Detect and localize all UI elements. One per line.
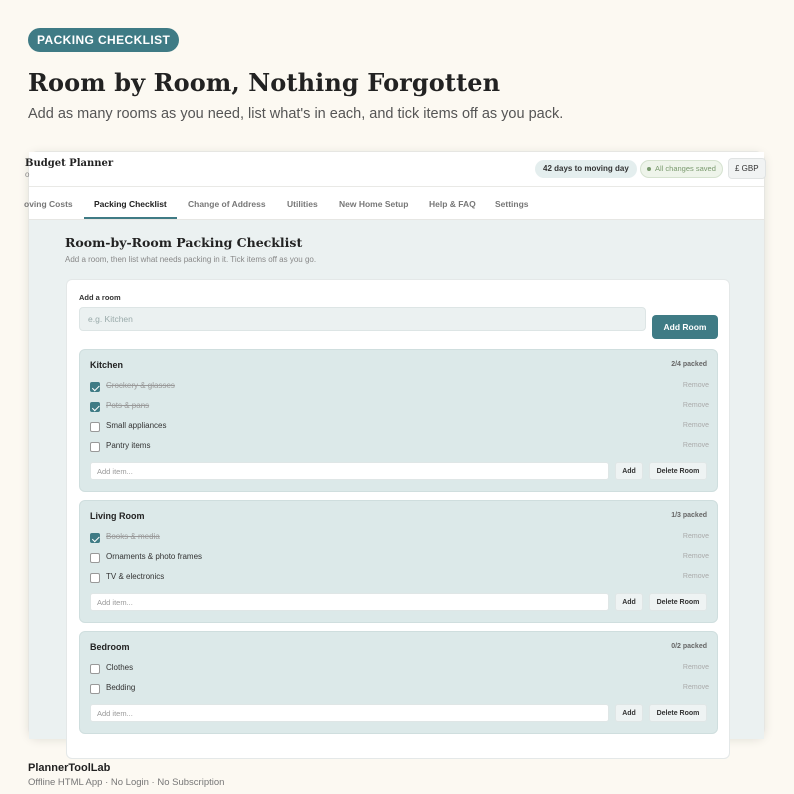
room-packed-count: 0/2 packed (671, 643, 707, 650)
delete-room-button[interactable]: Delete Room (649, 462, 707, 480)
add-item-button[interactable]: Add (615, 704, 643, 722)
tab-packing-checklist[interactable]: Packing Checklist (84, 187, 177, 219)
list-item (90, 551, 709, 565)
remove-item-link[interactable]: Remove (682, 573, 709, 580)
item-checkbox[interactable] (90, 573, 100, 583)
list-item (90, 571, 709, 585)
item-label: Pots & pans (106, 401, 150, 410)
footer-brand: PlannerToolLab (28, 762, 111, 774)
remove-item-link[interactable]: Remove (682, 533, 709, 540)
category-tag: PACKING CHECKLIST (28, 28, 179, 52)
delete-room-button[interactable]: Delete Room (649, 593, 707, 611)
save-status-badge (640, 160, 723, 178)
add-room-button[interactable]: Add Room (652, 315, 718, 339)
checklist-card (66, 279, 730, 759)
item-label: Clothes (106, 663, 134, 672)
currency-selector[interactable]: £ GBP (728, 158, 766, 179)
room-packed-count: 1/3 packed (671, 512, 707, 519)
main-area (29, 220, 764, 739)
add-item-input[interactable] (90, 704, 609, 722)
tab-moving-costs[interactable]: oving Costs (24, 199, 73, 209)
hero-headline: Room by Room, Nothing Forgotten (28, 68, 501, 97)
app-subtitle: o (25, 170, 30, 179)
page-subtitle: Add a room, then list what needs packing in it. Tick items off as you go. (65, 255, 317, 264)
tab-change-of-address[interactable]: Change of Address (188, 199, 266, 209)
remove-item-link[interactable]: Remove (682, 422, 709, 429)
item-checkbox[interactable] (90, 382, 100, 392)
remove-item-link[interactable]: Remove (682, 442, 709, 449)
remove-item-link[interactable]: Remove (682, 664, 709, 671)
item-label: Pantry items (106, 441, 151, 450)
tab-new-home-setup[interactable]: New Home Setup (339, 199, 409, 209)
item-checkbox[interactable] (90, 442, 100, 452)
item-label: Small appliances (106, 421, 167, 430)
room-card-kitchen (79, 349, 718, 492)
room-name: Kitchen (90, 360, 124, 370)
tab-help-faq[interactable]: Help & FAQ (429, 199, 476, 209)
room-name: Living Room (90, 511, 145, 521)
tab-utilities[interactable]: Utilities (287, 199, 318, 209)
list-item (90, 400, 709, 414)
delete-room-button[interactable]: Delete Room (649, 704, 707, 722)
footer-meta: Offline HTML App · No Login · No Subscription (28, 777, 225, 788)
room-packed-count: 2/4 packed (671, 361, 707, 368)
status-dot-icon (647, 167, 651, 171)
tab-bar (24, 187, 764, 220)
list-item (90, 420, 709, 434)
add-room-label: Add a room (79, 293, 121, 302)
room-name-input[interactable] (79, 307, 646, 331)
hero-subline: Add as many rooms as you need, list what's in each, and tick items off as you pack. (28, 106, 564, 122)
remove-item-link[interactable]: Remove (682, 553, 709, 560)
tab-settings[interactable]: Settings (495, 199, 529, 209)
app-window (24, 151, 765, 738)
item-checkbox[interactable] (90, 402, 100, 412)
room-card-bedroom (79, 631, 718, 734)
item-label: Bedding (106, 683, 136, 692)
add-item-input[interactable] (90, 593, 609, 611)
add-item-input[interactable] (90, 462, 609, 480)
app-header (25, 152, 764, 187)
item-checkbox[interactable] (90, 533, 100, 543)
room-card-living-room (79, 500, 718, 623)
add-item-button[interactable]: Add (615, 462, 643, 480)
list-item (90, 440, 709, 454)
item-label: Crockery & glasses (106, 381, 175, 390)
item-checkbox[interactable] (90, 684, 100, 694)
item-checkbox[interactable] (90, 553, 100, 563)
item-label: Books & media (106, 532, 160, 541)
remove-item-link[interactable]: Remove (682, 382, 709, 389)
remove-item-link[interactable]: Remove (682, 684, 709, 691)
item-checkbox[interactable] (90, 422, 100, 432)
days-to-move-badge: 42 days to moving day (535, 160, 637, 178)
list-item (90, 380, 709, 394)
item-checkbox[interactable] (90, 664, 100, 674)
save-status-text: All changes saved (655, 164, 716, 173)
item-label: TV & electronics (106, 572, 165, 581)
page-title: Room-by-Room Packing Checklist (65, 235, 303, 250)
add-item-button[interactable]: Add (615, 593, 643, 611)
app-title: Budget Planner (25, 158, 114, 169)
room-name: Bedroom (90, 642, 130, 652)
remove-item-link[interactable]: Remove (682, 402, 709, 409)
item-label: Ornaments & photo frames (106, 552, 203, 561)
list-item (90, 662, 709, 676)
list-item (90, 531, 709, 545)
list-item (90, 682, 709, 696)
